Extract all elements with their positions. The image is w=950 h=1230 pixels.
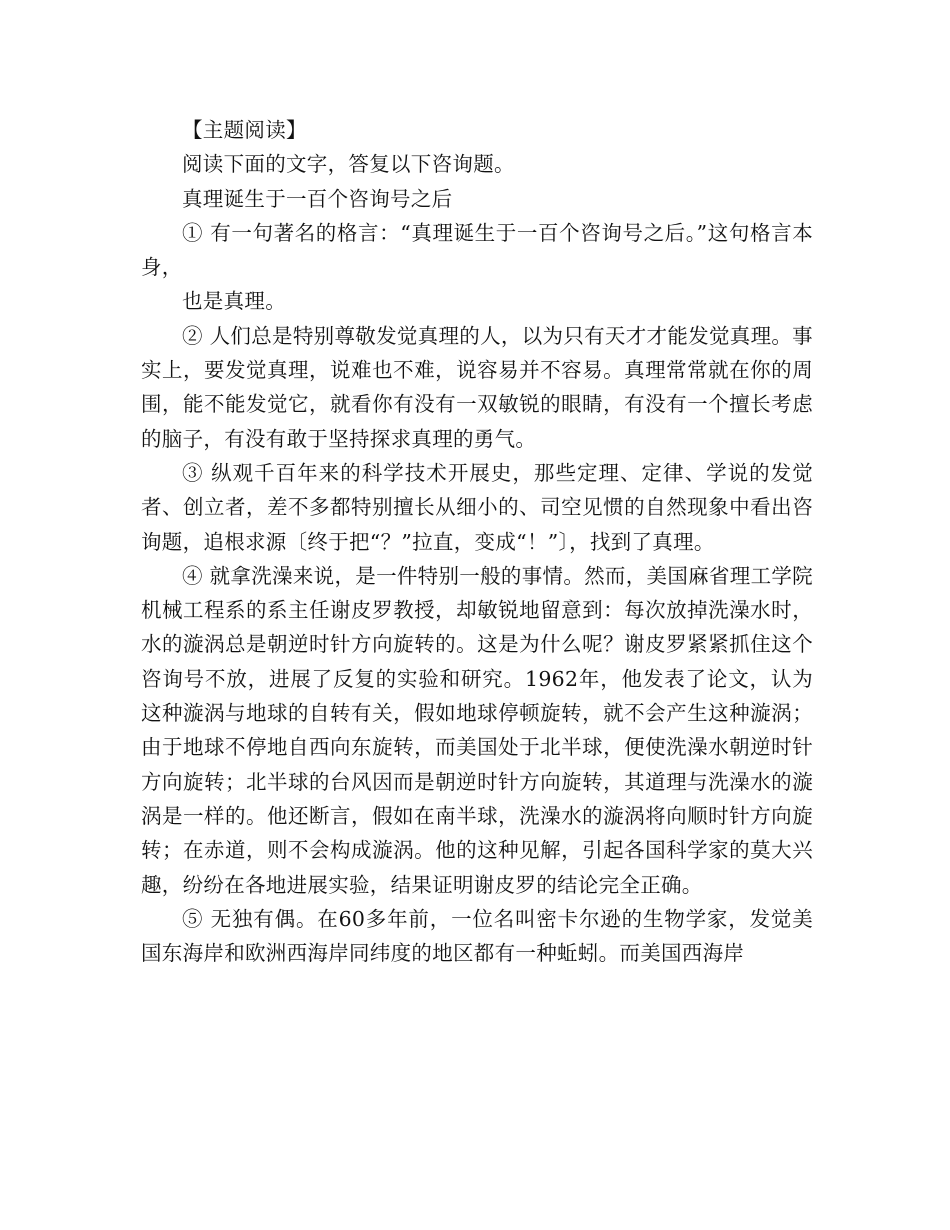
paragraph-1-continuation: 也是真理。 [182, 289, 286, 314]
paragraph-3: ③ 纵观千百年来的科学技术开展史，那些定理、定律、学说的发觉者、创立者，差不多都特别擅长从细小的、司空见惯的自然现象中看出咨询题，追根求源〔终于把“？”拉直，变成“！”〕，找到了真理。 [141, 460, 813, 554]
paragraph-5: ⑤ 无独有偶。在60多年前，一位名叫密卡尔逊的生物学家，发觉美国东海岸和欧洲西海岸同纬度的地区都有一种蚯蚓。而美国西海岸 [141, 906, 813, 966]
paragraph-4: ④ 就拿洗澡来说，是一件特别一般的事情。然而，美国麻省理工学院机械工程系的系主任谢皮罗教授，却敏锐地留意到：每次放掉洗澡水时，水的漩涡总是朝逆时针方向旋转的。这是为什么呢？谢皮罗紧紧抓住这个咨询号不放，进展了反复的实验和研究。1962年，他发表了论文，认为这种漩涡与地球的自转有关，假如地球停顿旋转，就不会产生这种漩涡；由于地球不停地自西向东旋转，而美国处于北半球，便使洗澡水朝逆时针方向旋转；北半球的台风因而是朝逆时针方向旋转，其道理与洗澡水的漩涡是一样的。他还断言，假如在南半球，洗澡水的漩涡将向顺时针方向旋转；在赤道，则不会构成漩涡。他的这种见解，引起各国科学家的莫大兴趣，纷纷在各地进展实验，结果证明谢皮罗的结论完全正确。 [141, 563, 813, 897]
paragraph-1: ① 有一句著名的格言：“真理诞生于一百个咨询号之后。”这句格言本身， [141, 220, 813, 280]
instruction-text: 阅读下面的文字，答复以下咨询题。 [182, 152, 515, 177]
section-title: 【主题阅读】 [182, 118, 307, 142]
article-title: 真理诞生于一百个咨询号之后 [182, 186, 453, 211]
document-page [141, 113, 813, 970]
paragraph-2: ② 人们总是特别尊敬发觉真理的人，以为只有天才才能发觉真理。事实上，要发觉真理，说难也不难，说容易并不容易。真理常常就在你的周围，能不能发觉它，就看你有没有一双敏锐的眼睛，有没有一个擅长考虑的脑子，有没有敢于坚持探求真理的勇气。 [141, 323, 813, 451]
